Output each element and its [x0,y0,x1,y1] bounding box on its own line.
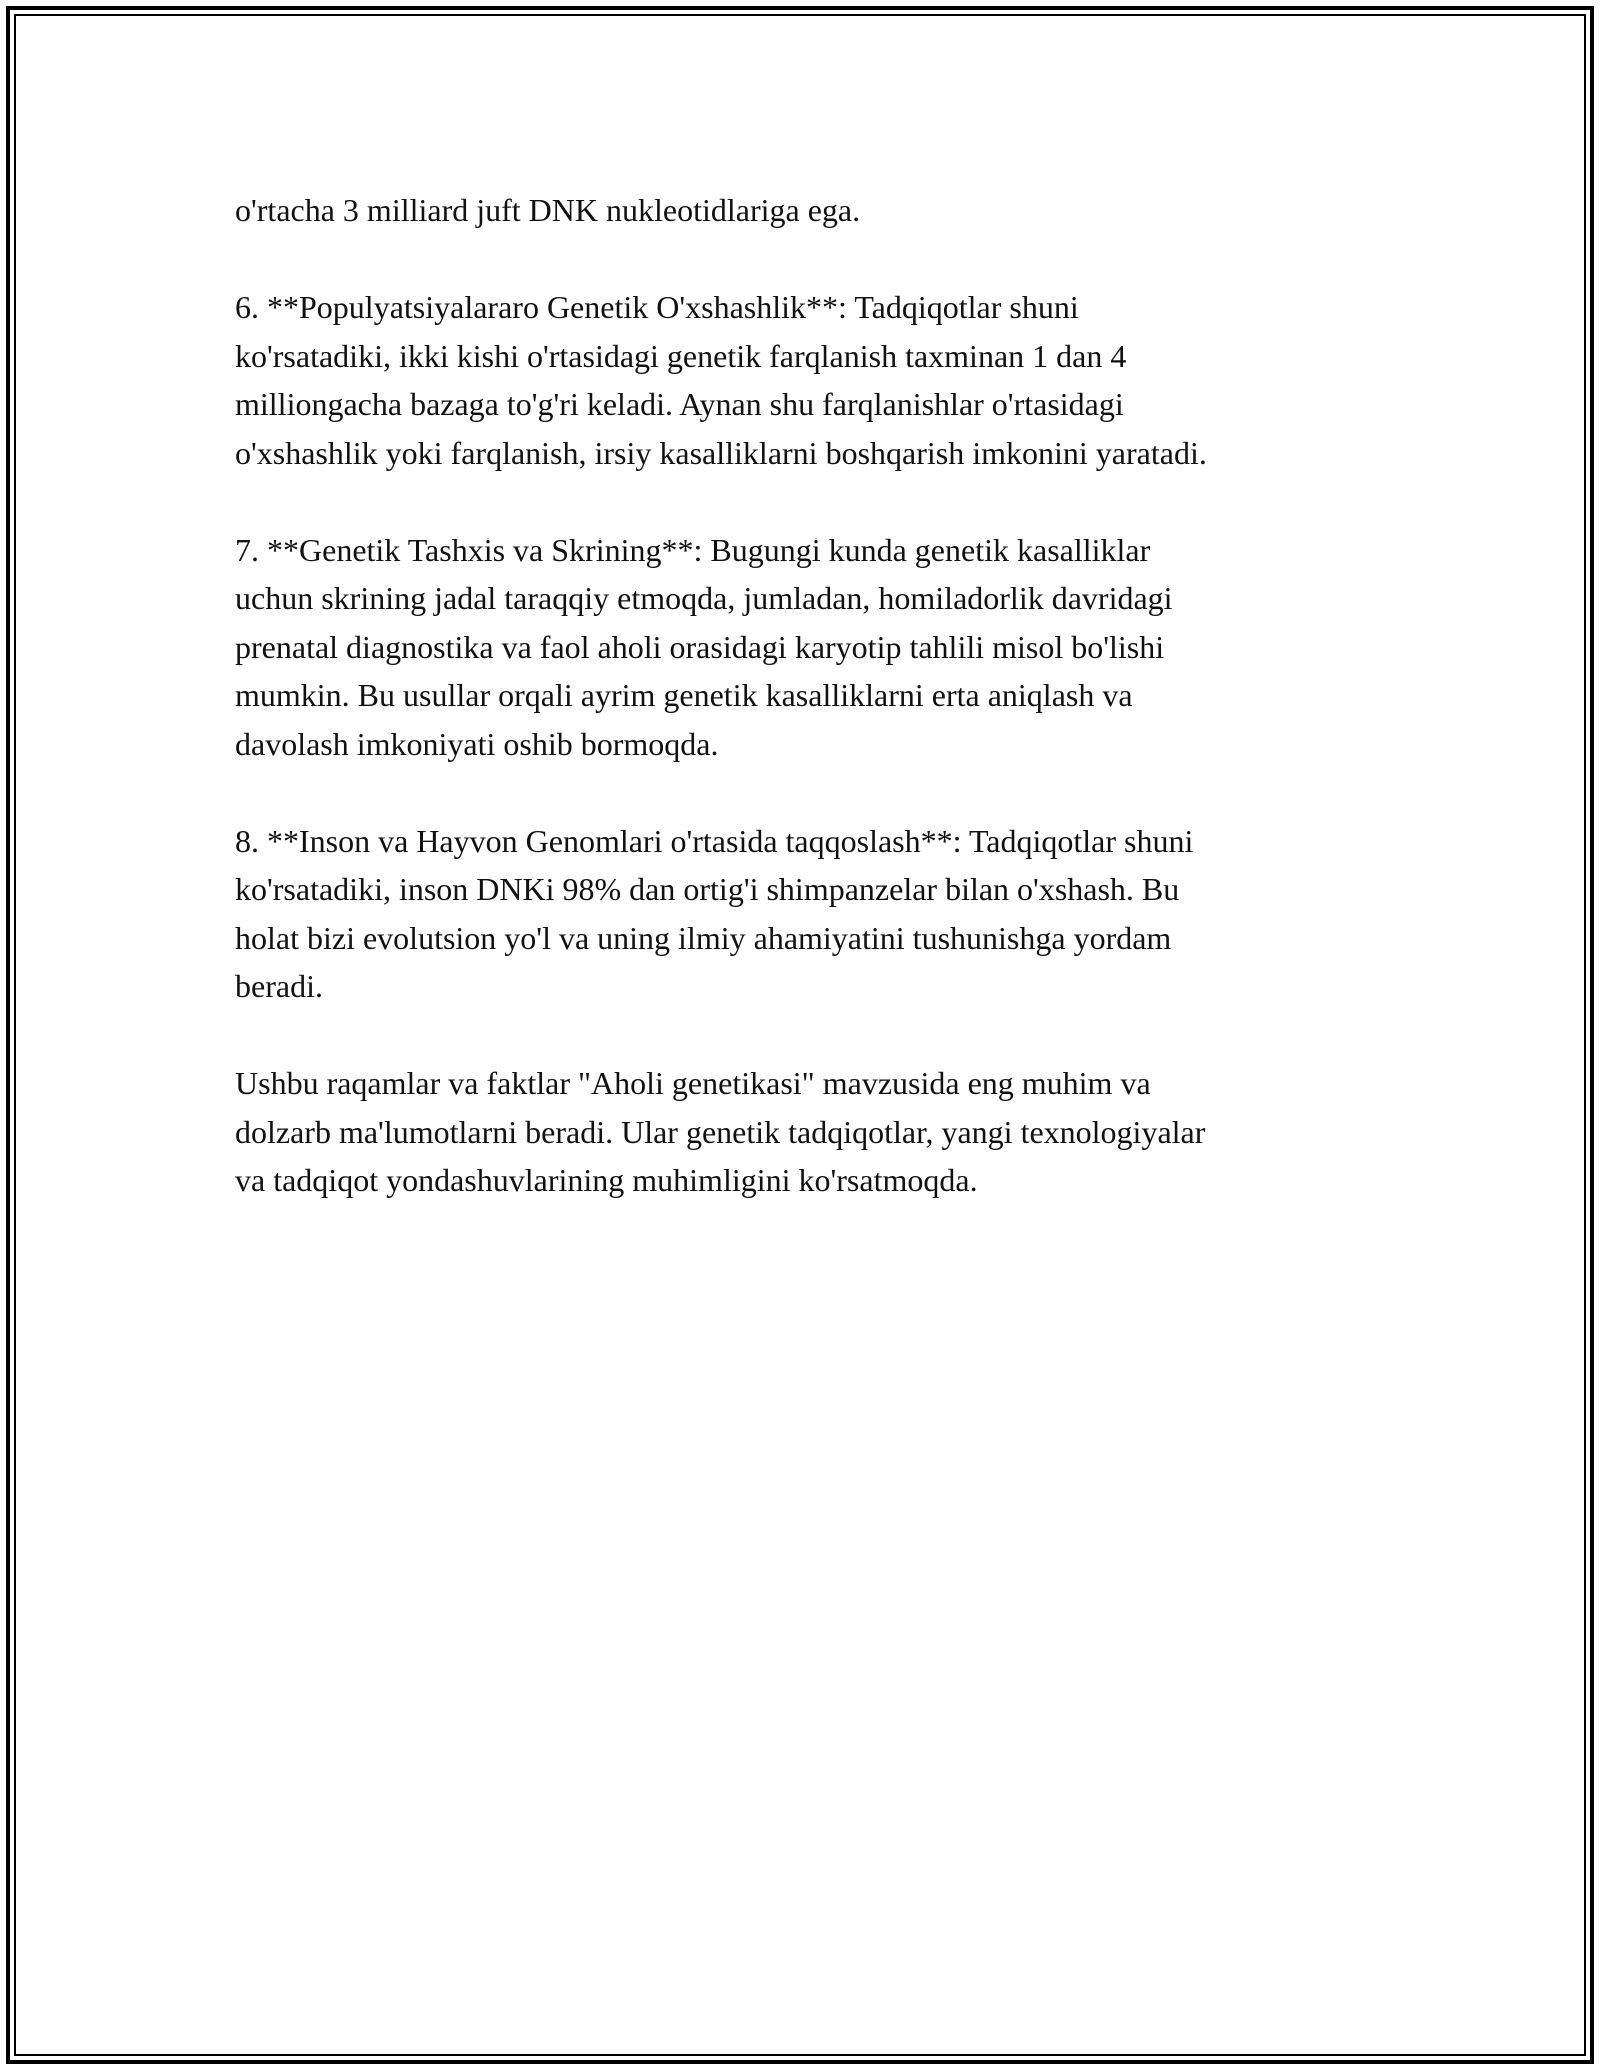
paragraph-item-8: 8. **Inson va Hayvon Genomlari o'rtasida taqqoslash**: Tadqiqotlar shuni ko'rsatadiki, inson DNKi 98% dan ortig'i shimpanzelar bilan o'xshash. Bu holat bizi evolutsion yo'l va uning ilmiy ahamiyatini tushunishga yordam beradi. [235,822,1194,1004]
document-body [235,186,1365,1205]
paragraph-continuation: o'rtacha 3 milliard juft DNK nukleotidlariga ega. [235,192,861,228]
paragraph-conclusion: Ushbu raqamlar va faktlar "Aholi genetikasi" mavzusida eng muhim va dolzarb ma'lumotlarni beradi. Ular genetik tadqiqotlar, yangi texnologiyalar va tadqiqot yondashuvlarining muhimligini ko'rsatmoqda. [235,1065,1206,1198]
paragraph-item-7: 7. **Genetik Tashxis va Skrining**: Bugungi kunda genetik kasalliklar uchun skrining jadal taraqqiy etmoqda, jumladan, homiladorlik davridagi prenatal diagnostika va faol aholi orasidagi karyotip tahlili misol bo'lishi mumkin. Bu usullar orqali ayrim genetik kasalliklarni erta aniqlash va davolash imkoniyati oshib bormoqda. [235,531,1173,762]
paragraph-item-6: 6. **Populyatsiyalararo Genetik O'xshashlik**: Tadqiqotlar shuni ko'rsatadiki, ikki kishi o'rtasidagi genetik farqlanish taxminan 1 dan 4 milliongacha bazaga to'g'ri keladi. Aynan shu farqlanishlar o'rtasidagi o'xshashlik yoki farqlanish, irsiy kasalliklarni boshqarish imkonini yaratadi. [235,289,1207,471]
